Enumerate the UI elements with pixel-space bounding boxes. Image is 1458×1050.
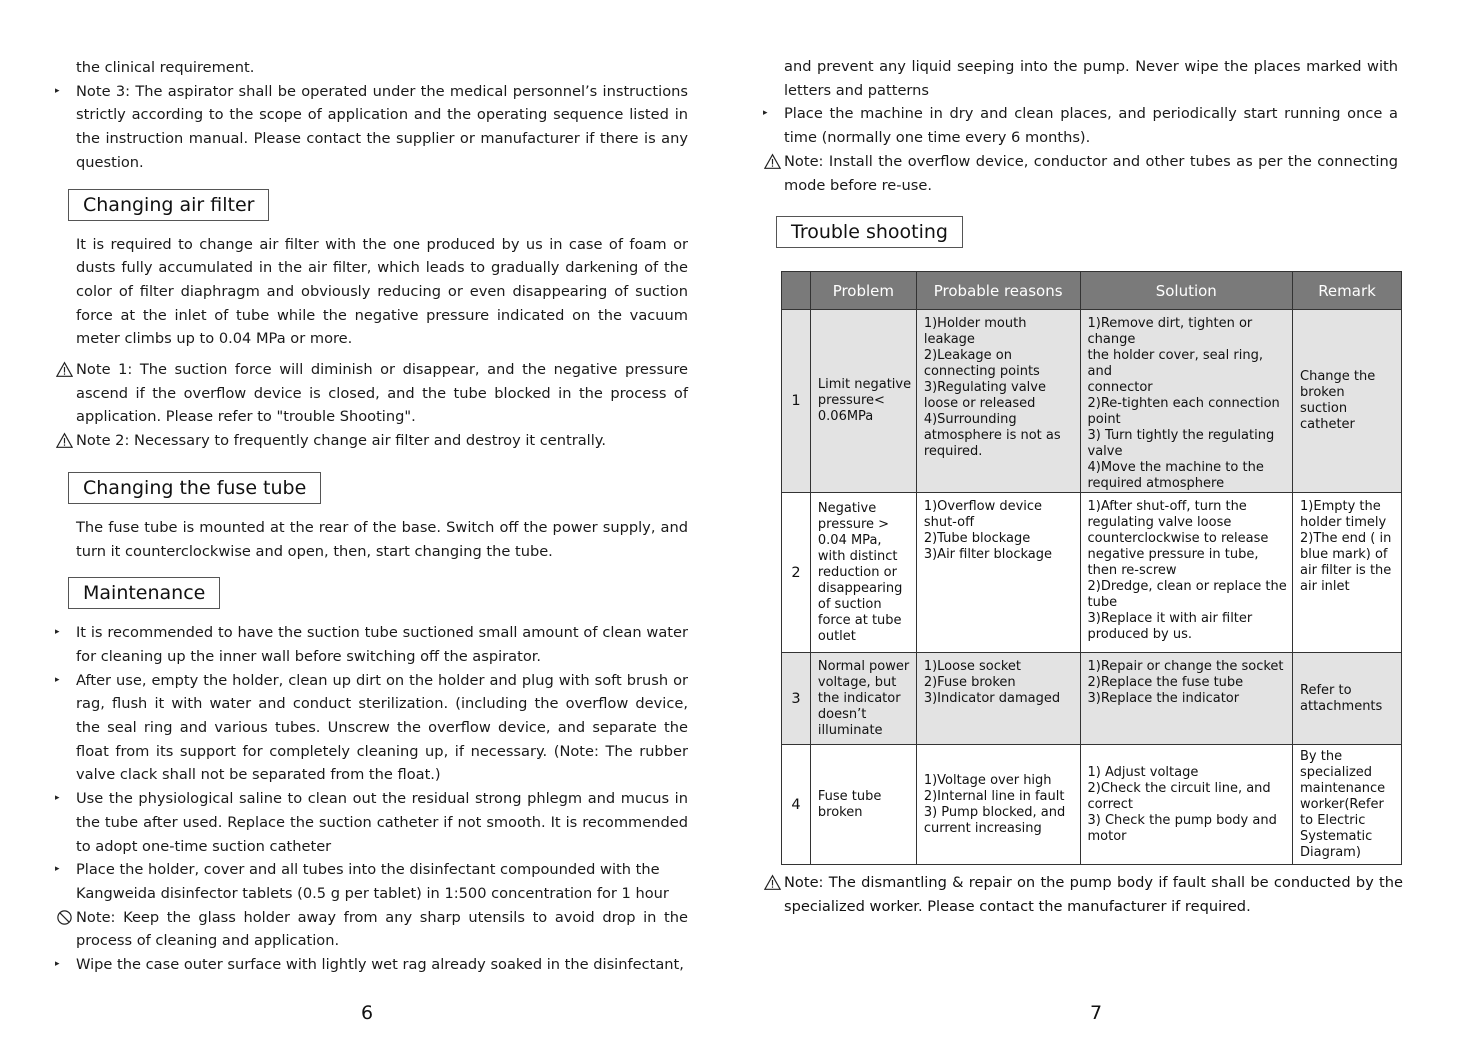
cell-line: 3)Indicator damaged: [923, 691, 1061, 706]
warning-icon: [764, 153, 781, 170]
cell-line: negative pressure in tube,: [1087, 547, 1259, 562]
header-number: [782, 272, 811, 310]
cell-remark: [1293, 653, 1402, 745]
cell-problem: [810, 653, 916, 745]
cell-line: then re-screw: [1087, 563, 1177, 578]
cell-line: catheter: [1300, 417, 1355, 432]
cell-line: 2)Internal line in fault: [923, 788, 1065, 804]
row-number: 2: [782, 493, 811, 653]
cell-line: worker(Refer: [1300, 796, 1384, 812]
cell-line: broken: [1300, 385, 1345, 400]
cell-line: Refer to: [1300, 682, 1352, 698]
page-number-left: 6: [360, 1002, 374, 1024]
cell-line: 1)Overflow device: [923, 499, 1043, 514]
page-number-right: 7: [1089, 1002, 1103, 1024]
cell-line: 2)Check the circuit line, and: [1087, 780, 1271, 796]
cell-line: 1)Loose socket: [923, 659, 1022, 674]
cell-problem: [810, 745, 916, 865]
cell-line: counterclockwise to release: [1087, 531, 1269, 546]
cell-line: 2)Re-tighten each connection: [1087, 396, 1280, 411]
place-machine-item: ▸ Place the machine in dry and clean places, and periodically start running once a time (normally one time every 6 months).: [784, 102, 1398, 149]
cell-line: 1)Voltage over high: [923, 772, 1052, 788]
cell-line: tube: [1087, 595, 1118, 610]
cell-line: air inlet: [1300, 579, 1350, 594]
cell-line: correct: [1087, 796, 1134, 812]
maintenance-heading: Maintenance: [68, 577, 220, 609]
install-note-paragraph: [784, 150, 1398, 197]
right-column: [784, 55, 1398, 260]
maintenance-item-2: ▸ After use, empty the holder, clean up dirt on the holder and plug with soft brush or rag, flush it with water and conduct sterilization. (including the overflow device, the seal ring and various tubes. Unscrew the overflow device, and separate the float from its support for completely cleaning up, if necessary. (Note: The rubber valve clack shall not be separated from the float.): [76, 669, 688, 788]
cell-line: suction: [1300, 401, 1348, 416]
air-filter-heading: Changing air filter: [68, 189, 269, 221]
cell-line: 3)Air filter blockage: [923, 547, 1053, 562]
cell-line: loose or released: [923, 396, 1036, 411]
cell-line: 2)The end ( in: [1300, 531, 1392, 546]
note2-text: Note 2: Necessary to frequently change air filter and destroy it centrally.: [76, 432, 606, 450]
row-number: 3: [782, 653, 811, 745]
cell-line: Negative: [817, 500, 877, 516]
fuse-heading: Changing the fuse tube: [68, 472, 321, 504]
cell-line: specialized: [1300, 764, 1373, 780]
cell-reasons: [916, 310, 1080, 493]
cell-line: illuminate: [817, 722, 883, 738]
cell-line: Diagram): [1300, 844, 1361, 860]
cell-line: Systematic: [1300, 828, 1373, 844]
warning-icon: [56, 361, 73, 378]
cell-line: maintenance: [1300, 780, 1386, 796]
note1-paragraph: [76, 358, 688, 429]
cell-line: 1) Adjust voltage: [1087, 764, 1199, 780]
cell-line: 3) Check the pump body and: [1087, 812, 1277, 828]
cell-line: 3)Replace it with air filter: [1087, 611, 1253, 626]
cell-line: 2)Tube blockage: [923, 531, 1031, 546]
left-column: [76, 56, 688, 977]
table-header-row: [782, 272, 1402, 310]
cell-line: shut-off: [923, 515, 975, 530]
cell-line: 1)Remove dirt, tighten or: [1087, 316, 1253, 331]
header-remark: Remark: [1293, 272, 1402, 310]
cell-line: 1)Empty the: [1300, 499, 1381, 514]
cell-solution: [1080, 745, 1293, 865]
cell-line: point: [1087, 412, 1121, 427]
cell-line: holder timely: [1300, 515, 1387, 530]
row-number: 1: [782, 310, 811, 493]
cell-line: pressure<: [817, 393, 885, 408]
cell-line: Normal power: [817, 658, 910, 674]
right-page: [729, 0, 1458, 1050]
intro-line: the clinical requirement.: [76, 59, 255, 76]
header-reasons: Probable reasons: [916, 272, 1080, 310]
cell-line: Change the: [1300, 369, 1376, 384]
cell-solution: [1080, 653, 1293, 745]
maintenance-item-1: ▸ It is recommended to have the suction tube suctioned small amount of clean water for cleaning up the inner wall before switching off the aspirator.: [76, 621, 688, 668]
cell-line: reduction or: [817, 564, 897, 580]
cell-line: 1)After shut-off, turn the: [1087, 499, 1247, 514]
cell-line: attachments: [1300, 698, 1383, 714]
cell-line: the holder cover, seal ring, and: [1087, 348, 1263, 379]
cell-remark: [1293, 745, 1402, 865]
cell-problem: [810, 493, 916, 653]
maintenance-item-3: ▸ Use the physiological saline to clean out the residual strong phlegm and mucus in the tube after used. Replace the suction catheter if not smooth. It is recommended to adopt one-time suction catheter: [76, 787, 688, 858]
cell-line: required.: [923, 444, 983, 459]
cell-line: the indicator: [817, 690, 901, 706]
cell-line: of suction: [817, 596, 882, 612]
cell-line: 3) Pump blocked, and: [923, 804, 1066, 820]
prohibit-note-paragraph: [76, 906, 688, 953]
maintenance-item-4: ▸ Place the holder, cover and all tubes into the disinfectant compounded with the Kangweida disinfector tablets (0.5 g per tablet) in 1:500 concentration for 1 hour: [76, 858, 688, 905]
cell-line: doesn’t: [817, 706, 867, 722]
cell-line: outlet: [817, 628, 856, 644]
cell-line: 1)Repair or change the socket: [1087, 659, 1284, 674]
note1-text: Note 1: The suction force will diminish or disappear, and the negative pressure ascend if the overflow device is closed, and the tube blocked in the process of application. Please refer to "trouble Shooting".: [76, 361, 688, 426]
trouble-shooting-table: [781, 271, 1402, 865]
cell-line: 4)Move the machine to the: [1087, 460, 1264, 475]
table-row: [782, 493, 1402, 653]
continued-text: and prevent any liquid seeping into the pump. Never wipe the places marked with letters and patterns: [784, 58, 1398, 99]
cell-line: blue mark) of: [1300, 547, 1388, 562]
cell-line: Fuse tube: [817, 788, 882, 804]
cell-problem: [810, 310, 916, 493]
cell-line: 1)Holder mouth leakage: [923, 316, 1027, 347]
cell-line: 3)Replace the indicator: [1087, 691, 1240, 706]
note3-item: ▸ Note 3: The aspirator shall be operated under the medical personnel’s instructions strictly according to the scope of application and the operating sequence listed in the instruction manual. Please contact the supplier or manufacturer if there is any question.: [76, 80, 688, 175]
cell-remark: [1293, 493, 1402, 653]
cell-line: 2)Dredge, clean or replace the: [1087, 579, 1287, 594]
cell-line: required atmosphere: [1087, 476, 1225, 491]
cell-remark: [1293, 310, 1402, 493]
maintenance-item-5: ▸ Wipe the case outer surface with lightly wet rag already soaked in the disinfectant,: [76, 953, 688, 977]
cell-line: connecting points: [923, 364, 1040, 379]
cell-line: 3)Regulating valve: [923, 380, 1046, 395]
cell-line: 2)Replace the fuse tube: [1087, 675, 1244, 690]
table-row: [782, 653, 1402, 745]
table-row: [782, 745, 1402, 865]
warning-icon: [764, 874, 781, 891]
cell-line: Limit negative: [817, 377, 912, 392]
cell-line: disappearing: [817, 580, 903, 596]
note2-paragraph: [76, 429, 688, 453]
cell-line: 0.04 MPa,: [817, 532, 882, 548]
cell-solution: [1080, 310, 1293, 493]
cell-solution: [1080, 493, 1293, 653]
prohibition-icon: [56, 909, 73, 926]
cell-line: change: [1087, 332, 1136, 347]
cell-line: air filter is the: [1300, 563, 1392, 578]
header-problem: Problem: [810, 272, 916, 310]
cell-line: motor: [1087, 828, 1127, 844]
cell-line: broken: [817, 804, 863, 820]
warning-icon: [56, 432, 73, 449]
cell-line: valve: [1087, 444, 1123, 459]
cell-reasons: [916, 745, 1080, 865]
cell-line: 0.06MPa: [817, 409, 874, 424]
cell-line: connector: [1087, 380, 1153, 395]
install-note-text: Note: Install the overflow device, conductor and other tubes as per the connecting mode before re-use.: [784, 152, 1398, 194]
cell-reasons: [916, 493, 1080, 653]
cell-line: 2)Fuse broken: [923, 675, 1016, 690]
cell-line: with distinct: [817, 548, 898, 564]
cell-line: regulating valve loose: [1087, 515, 1232, 530]
cell-line: voltage, but: [817, 674, 897, 690]
cell-line: to Electric: [1300, 812, 1366, 828]
row-number: 4: [782, 745, 811, 865]
cell-line: 3) Turn tightly the regulating: [1087, 428, 1275, 443]
cell-line: force at tube: [817, 612, 902, 628]
cell-line: current increasing: [923, 820, 1042, 836]
trouble-shooting-heading: Trouble shooting: [776, 216, 963, 248]
cell-line: produced by us.: [1087, 627, 1193, 642]
header-solution: Solution: [1080, 272, 1293, 310]
cell-line: 4)Surrounding: [923, 412, 1017, 427]
air-filter-body: It is required to change air filter with the one produced by us in case of foam or dusts fully accumulated in the air filter, which leads to gradually darkening of the color of filter diaphragm and obviously reducing or even disappearing of suction force at the inlet of tube while the negative pressure indicated on the vacuum meter climbs up to 0.04 MPa or more.: [76, 235, 688, 348]
cell-line: pressure >: [817, 516, 890, 532]
fuse-body: The fuse tube is mounted at the rear of the base. Switch off the power supply, and turn it counterclockwise and open, then, start changing the tube.: [76, 518, 688, 560]
cell-line: atmosphere is not as: [923, 428, 1061, 443]
table-row: [782, 310, 1402, 493]
final-note-text: Note: The dismantling & repair on the pump body if fault shall be conducted by the specialized worker. Please contact the manufacturer if required.: [784, 874, 1403, 915]
prohibit-note-text: Note: Keep the glass holder away from any sharp utensils to avoid drop in the process of cleaning and application.: [76, 908, 688, 950]
cell-line: 2)Leakage on: [923, 348, 1012, 363]
cell-line: By the: [1300, 748, 1343, 764]
cell-reasons: [916, 653, 1080, 745]
table-body: [782, 310, 1402, 865]
final-note-paragraph: [784, 871, 1403, 918]
